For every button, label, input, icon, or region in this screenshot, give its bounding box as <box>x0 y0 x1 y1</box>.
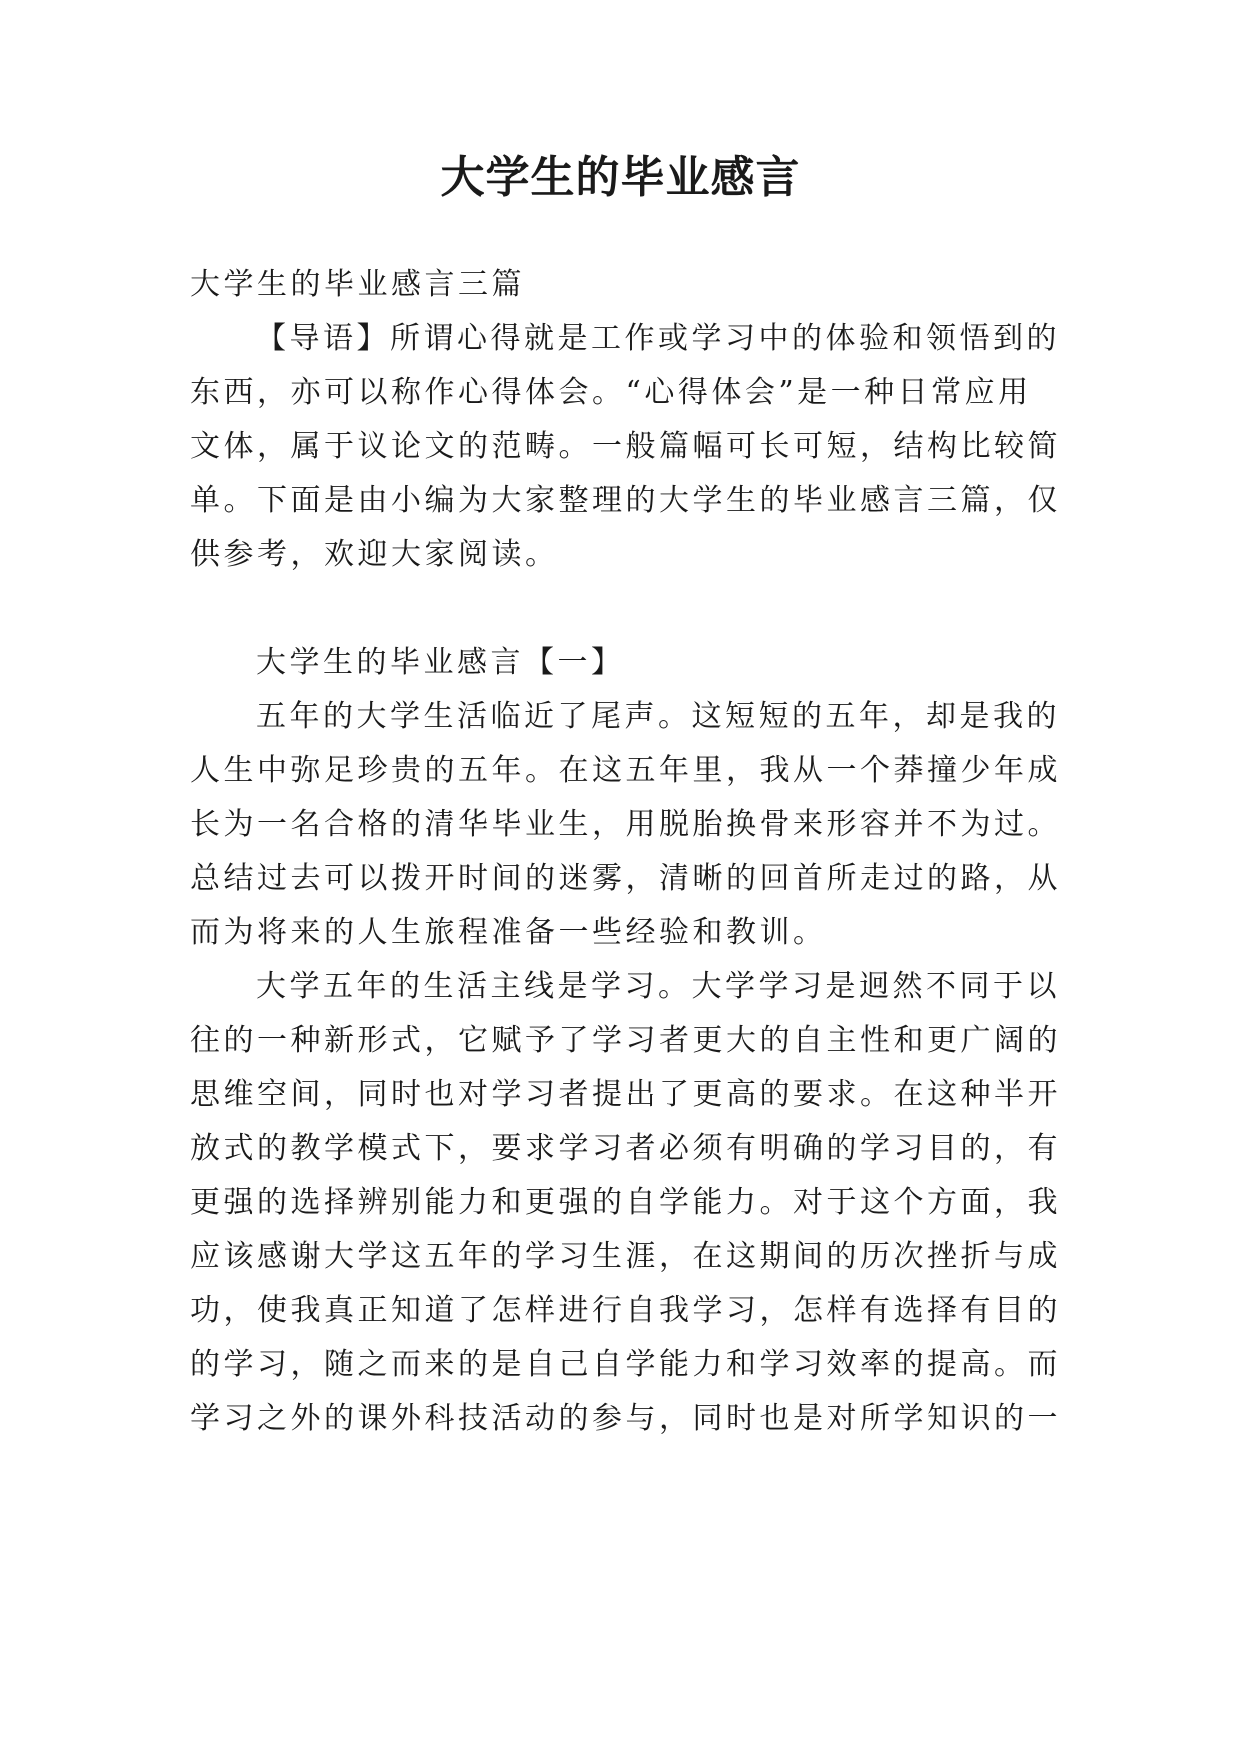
paragraph1-line-3: 长为一名合格的清华毕业生，用脱胎换骨来形容并不为过。 <box>190 807 1061 842</box>
intro-line-4: 单。下面是由小编为大家整理的大学生的毕业感言三篇，仅 <box>190 483 1061 518</box>
section-heading: 大学生的毕业感言【一】 <box>256 645 625 680</box>
paragraph2-line-9: 学习之外的课外科技活动的参与，同时也是对所学知识的一 <box>190 1401 1061 1436</box>
paragraph1-line-2: 人生中弥足珍贵的五年。在这五年里，我从一个莽撞少年成 <box>190 753 1061 788</box>
document-title: 大学生的毕业感言 <box>440 152 801 203</box>
intro-line-5: 供参考，欢迎大家阅读。 <box>190 537 559 572</box>
paragraph2-line-6: 应该感谢大学这五年的学习生涯，在这期间的历次挫折与成 <box>190 1239 1061 1274</box>
intro-line-2: 东西，亦可以称作心得体会。“心得体会”是一种日常应用 <box>190 375 1032 410</box>
paragraph1-line-1: 五年的大学生活临近了尾声。这短短的五年，却是我的 <box>256 699 1060 734</box>
paragraph2-line-5: 更强的选择辨别能力和更强的自学能力。对于这个方面，我 <box>190 1185 1061 1220</box>
intro-line-3: 文体，属于议论文的范畴。一般篇幅可长可短，结构比较简 <box>190 429 1061 464</box>
paragraph1-line-5: 而为将来的人生旅程准备一些经验和教训。 <box>190 915 827 950</box>
intro-line-1: 【导语】所谓心得就是工作或学习中的体验和领悟到的 <box>256 321 1060 356</box>
document-subtitle: 大学生的毕业感言三篇 <box>190 267 525 302</box>
paragraph2-line-8: 的学习，随之而来的是自己自学能力和学习效率的提高。而 <box>190 1347 1061 1382</box>
paragraph1-line-4: 总结过去可以拨开时间的迷雾，清晰的回首所走过的路，从 <box>190 861 1061 896</box>
paragraph2-line-2: 往的一种新形式，它赋予了学习者更大的自主性和更广阔的 <box>190 1023 1061 1058</box>
paragraph2-line-3: 思维空间，同时也对学习者提出了更高的要求。在这种半开 <box>190 1077 1061 1112</box>
paragraph2-line-1: 大学五年的生活主线是学习。大学学习是迥然不同于以 <box>256 969 1060 1004</box>
paragraph2-line-4: 放式的教学模式下，要求学习者必须有明确的学习目的，有 <box>190 1131 1061 1166</box>
paragraph2-line-7: 功，使我真正知道了怎样进行自我学习，怎样有选择有目的 <box>190 1293 1061 1328</box>
